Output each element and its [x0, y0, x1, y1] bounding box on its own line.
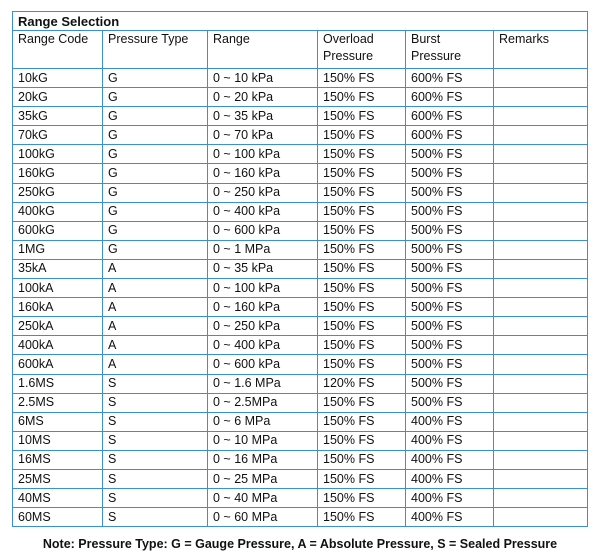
remarks-cell — [494, 202, 588, 221]
pressure-type-cell: G — [103, 240, 208, 259]
range-cell: 0 ~ 25 MPa — [208, 469, 318, 488]
burst-pressure-cell: 500% FS — [406, 298, 494, 317]
pressure-type-cell: G — [103, 88, 208, 107]
burst-pressure-cell: 500% FS — [406, 164, 494, 183]
remarks-cell — [494, 336, 588, 355]
pressure-type-cell: S — [103, 450, 208, 469]
remarks-cell — [494, 279, 588, 298]
remarks-cell — [494, 450, 588, 469]
burst-pressure-cell: 400% FS — [406, 469, 494, 488]
burst-pressure-cell: 500% FS — [406, 259, 494, 278]
header-row — [13, 31, 588, 69]
range-code-cell: 600kA — [13, 355, 103, 374]
range-code-cell: 400kA — [13, 336, 103, 355]
range-selection-table — [12, 11, 588, 527]
pressure-type-cell: S — [103, 489, 208, 508]
overload-pressure-cell: 150% FS — [318, 183, 406, 202]
pressure-type-cell: A — [103, 259, 208, 278]
range-cell: 0 ~ 250 kPa — [208, 317, 318, 336]
overload-pressure-cell: 150% FS — [318, 88, 406, 107]
remarks-cell — [494, 221, 588, 240]
range-cell: 0 ~ 160 kPa — [208, 298, 318, 317]
range-cell: 0 ~ 160 kPa — [208, 164, 318, 183]
pressure-type-cell: S — [103, 431, 208, 450]
range-cell: 0 ~ 600 kPa — [208, 221, 318, 240]
range-code-cell: 160kG — [13, 164, 103, 183]
table-row — [13, 221, 588, 240]
range-code-cell: 20kG — [13, 88, 103, 107]
overload-pressure-cell: 150% FS — [318, 126, 406, 145]
table-row — [13, 126, 588, 145]
remarks-cell — [494, 393, 588, 412]
pressure-type-cell: S — [103, 469, 208, 488]
header-range-code: Range Code — [13, 31, 103, 69]
overload-pressure-cell: 150% FS — [318, 336, 406, 355]
overload-pressure-cell: 120% FS — [318, 374, 406, 393]
remarks-cell — [494, 126, 588, 145]
table-row — [13, 202, 588, 221]
pressure-type-cell: A — [103, 336, 208, 355]
range-code-cell: 160kA — [13, 298, 103, 317]
range-cell: 0 ~ 400 kPa — [208, 336, 318, 355]
table-row — [13, 431, 588, 450]
remarks-cell — [494, 469, 588, 488]
pressure-type-cell: A — [103, 317, 208, 336]
pressure-type-cell: G — [103, 221, 208, 240]
pressure-type-cell: S — [103, 374, 208, 393]
remarks-cell — [494, 164, 588, 183]
table-row — [13, 374, 588, 393]
table-row — [13, 317, 588, 336]
remarks-cell — [494, 355, 588, 374]
range-cell: 0 ~ 6 MPa — [208, 412, 318, 431]
remarks-cell — [494, 508, 588, 527]
range-code-cell: 250kG — [13, 183, 103, 202]
header-range: Range — [208, 31, 318, 69]
overload-pressure-cell: 150% FS — [318, 393, 406, 412]
overload-pressure-cell: 150% FS — [318, 431, 406, 450]
range-code-cell: 2.5MS — [13, 393, 103, 412]
overload-pressure-cell: 150% FS — [318, 202, 406, 221]
table-row — [13, 393, 588, 412]
header-overload-pressure: Overload Pressure — [318, 31, 406, 69]
range-code-cell: 100kA — [13, 279, 103, 298]
burst-pressure-cell: 600% FS — [406, 69, 494, 88]
overload-pressure-cell: 150% FS — [318, 279, 406, 298]
overload-pressure-cell: 150% FS — [318, 145, 406, 164]
overload-pressure-cell: 150% FS — [318, 107, 406, 126]
table-row — [13, 88, 588, 107]
remarks-cell — [494, 298, 588, 317]
overload-pressure-cell: 150% FS — [318, 469, 406, 488]
burst-pressure-cell: 500% FS — [406, 145, 494, 164]
range-code-cell: 6MS — [13, 412, 103, 431]
pressure-type-cell: G — [103, 202, 208, 221]
overload-pressure-cell: 150% FS — [318, 164, 406, 183]
range-cell: 0 ~ 600 kPa — [208, 355, 318, 374]
burst-pressure-cell: 500% FS — [406, 374, 494, 393]
range-code-cell: 16MS — [13, 450, 103, 469]
range-cell: 0 ~ 1 MPa — [208, 240, 318, 259]
burst-pressure-cell: 500% FS — [406, 317, 494, 336]
overload-pressure-cell: 150% FS — [318, 240, 406, 259]
overload-pressure-cell: 150% FS — [318, 69, 406, 88]
table-row — [13, 145, 588, 164]
range-cell: 0 ~ 35 kPa — [208, 259, 318, 278]
table-row — [13, 164, 588, 183]
range-code-cell: 35kG — [13, 107, 103, 126]
table-row — [13, 355, 588, 374]
range-cell: 0 ~ 40 MPa — [208, 489, 318, 508]
overload-pressure-cell: 150% FS — [318, 412, 406, 431]
pressure-type-cell: G — [103, 183, 208, 202]
remarks-cell — [494, 107, 588, 126]
table-row — [13, 489, 588, 508]
table-row — [13, 240, 588, 259]
burst-pressure-cell: 500% FS — [406, 183, 494, 202]
pressure-type-cell: G — [103, 145, 208, 164]
range-cell: 0 ~ 20 kPa — [208, 88, 318, 107]
overload-pressure-cell: 150% FS — [318, 450, 406, 469]
range-code-cell: 10kG — [13, 69, 103, 88]
pressure-type-note: Note: Pressure Type: G = Gauge Pressure, A = Absolute Pressure, S = Sealed Pressure — [42, 537, 558, 551]
burst-pressure-cell: 600% FS — [406, 126, 494, 145]
pressure-type-cell: G — [103, 69, 208, 88]
remarks-cell — [494, 412, 588, 431]
remarks-cell — [494, 489, 588, 508]
burst-pressure-cell: 400% FS — [406, 431, 494, 450]
range-cell: 0 ~ 100 kPa — [208, 279, 318, 298]
table-row — [13, 183, 588, 202]
remarks-cell — [494, 145, 588, 164]
pressure-type-cell: S — [103, 393, 208, 412]
range-code-cell: 250kA — [13, 317, 103, 336]
range-cell: 0 ~ 1.6 MPa — [208, 374, 318, 393]
pressure-type-cell: G — [103, 107, 208, 126]
burst-pressure-cell: 400% FS — [406, 412, 494, 431]
range-code-cell: 35kA — [13, 259, 103, 278]
overload-pressure-cell: 150% FS — [318, 259, 406, 278]
range-cell: 0 ~ 250 kPa — [208, 183, 318, 202]
burst-pressure-cell: 400% FS — [406, 489, 494, 508]
remarks-cell — [494, 240, 588, 259]
remarks-cell — [494, 374, 588, 393]
burst-pressure-cell: 500% FS — [406, 393, 494, 412]
table-row — [13, 298, 588, 317]
remarks-cell — [494, 259, 588, 278]
table-row — [13, 107, 588, 126]
overload-pressure-cell: 150% FS — [318, 298, 406, 317]
table-title: Range Selection — [13, 12, 588, 31]
header-burst-pressure: Burst Pressure — [406, 31, 494, 69]
remarks-cell — [494, 431, 588, 450]
table-row — [13, 450, 588, 469]
pressure-type-cell: S — [103, 508, 208, 527]
header-pressure-type: Pressure Type — [103, 31, 208, 69]
burst-pressure-cell: 600% FS — [406, 88, 494, 107]
burst-pressure-cell: 500% FS — [406, 355, 494, 374]
pressure-type-cell: A — [103, 298, 208, 317]
table-row — [13, 412, 588, 431]
range-code-cell: 600kG — [13, 221, 103, 240]
overload-pressure-cell: 150% FS — [318, 355, 406, 374]
range-code-cell: 1MG — [13, 240, 103, 259]
title-row — [13, 12, 588, 31]
burst-pressure-cell: 500% FS — [406, 240, 494, 259]
table-row — [13, 259, 588, 278]
range-cell: 0 ~ 35 kPa — [208, 107, 318, 126]
range-cell: 0 ~ 16 MPa — [208, 450, 318, 469]
overload-pressure-cell: 150% FS — [318, 221, 406, 240]
overload-pressure-cell: 150% FS — [318, 489, 406, 508]
remarks-cell — [494, 69, 588, 88]
range-cell: 0 ~ 100 kPa — [208, 145, 318, 164]
range-cell: 0 ~ 10 MPa — [208, 431, 318, 450]
range-code-cell: 100kG — [13, 145, 103, 164]
pressure-type-cell: G — [103, 126, 208, 145]
range-code-cell: 40MS — [13, 489, 103, 508]
range-code-cell: 70kG — [13, 126, 103, 145]
burst-pressure-cell: 500% FS — [406, 279, 494, 298]
range-cell: 0 ~ 2.5MPa — [208, 393, 318, 412]
range-code-cell: 60MS — [13, 508, 103, 527]
burst-pressure-cell: 600% FS — [406, 107, 494, 126]
range-cell: 0 ~ 400 kPa — [208, 202, 318, 221]
remarks-cell — [494, 317, 588, 336]
table-row — [13, 279, 588, 298]
overload-pressure-cell: 150% FS — [318, 508, 406, 527]
range-code-cell: 1.6MS — [13, 374, 103, 393]
range-cell: 0 ~ 60 MPa — [208, 508, 318, 527]
header-remarks: Remarks — [494, 31, 588, 69]
range-cell: 0 ~ 10 kPa — [208, 69, 318, 88]
burst-pressure-cell: 500% FS — [406, 202, 494, 221]
pressure-type-cell: G — [103, 164, 208, 183]
burst-pressure-cell: 400% FS — [406, 508, 494, 527]
pressure-type-cell: A — [103, 279, 208, 298]
range-code-cell: 10MS — [13, 431, 103, 450]
range-code-cell: 25MS — [13, 469, 103, 488]
remarks-cell — [494, 88, 588, 107]
pressure-type-cell: S — [103, 412, 208, 431]
table-row — [13, 469, 588, 488]
overload-pressure-cell: 150% FS — [318, 317, 406, 336]
table-row — [13, 508, 588, 527]
table-row — [13, 336, 588, 355]
burst-pressure-cell: 500% FS — [406, 336, 494, 355]
range-code-cell: 400kG — [13, 202, 103, 221]
burst-pressure-cell: 500% FS — [406, 221, 494, 240]
burst-pressure-cell: 400% FS — [406, 450, 494, 469]
pressure-type-cell: A — [103, 355, 208, 374]
remarks-cell — [494, 183, 588, 202]
table-row — [13, 69, 588, 88]
range-cell: 0 ~ 70 kPa — [208, 126, 318, 145]
